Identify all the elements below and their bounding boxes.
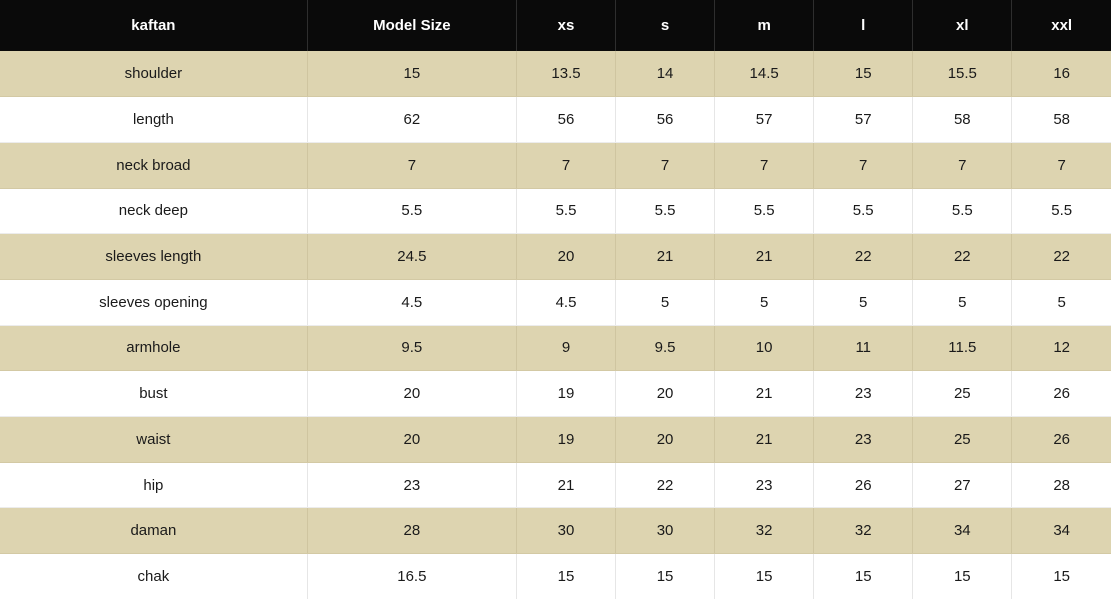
row-label: length <box>0 97 307 143</box>
cell-xs: 7 <box>516 142 615 188</box>
cell-xs: 19 <box>516 371 615 417</box>
cell-s: 15 <box>616 554 715 599</box>
column-header-xxl: xxl <box>1012 0 1111 51</box>
cell-xxl: 15 <box>1012 554 1111 599</box>
cell-xxl: 22 <box>1012 234 1111 280</box>
cell-l: 5.5 <box>814 188 913 234</box>
table-row <box>0 462 1111 508</box>
cell-xxl: 34 <box>1012 508 1111 554</box>
cell-model-size: 20 <box>307 417 516 463</box>
cell-l: 32 <box>814 508 913 554</box>
cell-xl: 25 <box>913 371 1012 417</box>
column-header-l: l <box>814 0 913 51</box>
cell-l: 7 <box>814 142 913 188</box>
cell-xxl: 26 <box>1012 371 1111 417</box>
cell-xxl: 58 <box>1012 97 1111 143</box>
cell-xs: 56 <box>516 97 615 143</box>
cell-xl: 34 <box>913 508 1012 554</box>
table-row <box>0 188 1111 234</box>
cell-s: 20 <box>616 371 715 417</box>
cell-m: 7 <box>715 142 814 188</box>
cell-s: 30 <box>616 508 715 554</box>
cell-m: 21 <box>715 417 814 463</box>
row-label: daman <box>0 508 307 554</box>
column-header-xs: xs <box>516 0 615 51</box>
cell-xs: 20 <box>516 234 615 280</box>
cell-xxl: 5.5 <box>1012 188 1111 234</box>
cell-l: 5 <box>814 279 913 325</box>
cell-xxl: 5 <box>1012 279 1111 325</box>
cell-s: 9.5 <box>616 325 715 371</box>
cell-l: 15 <box>814 51 913 97</box>
row-label: bust <box>0 371 307 417</box>
cell-xxl: 16 <box>1012 51 1111 97</box>
cell-xl: 5.5 <box>913 188 1012 234</box>
cell-s: 56 <box>616 97 715 143</box>
cell-model-size: 24.5 <box>307 234 516 280</box>
row-label: neck broad <box>0 142 307 188</box>
table-header <box>0 0 1111 51</box>
table-row <box>0 554 1111 599</box>
column-header-garment: kaftan <box>0 0 307 51</box>
row-label: chak <box>0 554 307 599</box>
row-label: hip <box>0 462 307 508</box>
cell-m: 5 <box>715 279 814 325</box>
cell-model-size: 15 <box>307 51 516 97</box>
cell-xs: 19 <box>516 417 615 463</box>
cell-model-size: 20 <box>307 371 516 417</box>
cell-m: 57 <box>715 97 814 143</box>
cell-model-size: 9.5 <box>307 325 516 371</box>
cell-xxl: 7 <box>1012 142 1111 188</box>
cell-l: 22 <box>814 234 913 280</box>
cell-m: 32 <box>715 508 814 554</box>
cell-m: 14.5 <box>715 51 814 97</box>
cell-l: 23 <box>814 371 913 417</box>
table-row <box>0 279 1111 325</box>
cell-model-size: 16.5 <box>307 554 516 599</box>
cell-xs: 13.5 <box>516 51 615 97</box>
cell-xl: 7 <box>913 142 1012 188</box>
cell-m: 21 <box>715 371 814 417</box>
cell-xl: 11.5 <box>913 325 1012 371</box>
table-row <box>0 51 1111 97</box>
column-header-m: m <box>715 0 814 51</box>
cell-xl: 15.5 <box>913 51 1012 97</box>
cell-m: 21 <box>715 234 814 280</box>
cell-xs: 9 <box>516 325 615 371</box>
row-label: shoulder <box>0 51 307 97</box>
table-row <box>0 417 1111 463</box>
cell-l: 15 <box>814 554 913 599</box>
cell-model-size: 62 <box>307 97 516 143</box>
column-header-xl: xl <box>913 0 1012 51</box>
row-label: sleeves opening <box>0 279 307 325</box>
cell-xl: 22 <box>913 234 1012 280</box>
table-row <box>0 142 1111 188</box>
cell-xxl: 12 <box>1012 325 1111 371</box>
cell-xxl: 26 <box>1012 417 1111 463</box>
row-label: sleeves length <box>0 234 307 280</box>
cell-m: 10 <box>715 325 814 371</box>
cell-l: 11 <box>814 325 913 371</box>
cell-model-size: 4.5 <box>307 279 516 325</box>
cell-xs: 30 <box>516 508 615 554</box>
cell-xl: 15 <box>913 554 1012 599</box>
row-label: armhole <box>0 325 307 371</box>
cell-s: 5 <box>616 279 715 325</box>
cell-s: 7 <box>616 142 715 188</box>
cell-xxl: 28 <box>1012 462 1111 508</box>
row-label: waist <box>0 417 307 463</box>
cell-l: 26 <box>814 462 913 508</box>
cell-s: 21 <box>616 234 715 280</box>
cell-xl: 58 <box>913 97 1012 143</box>
table-row <box>0 371 1111 417</box>
cell-m: 23 <box>715 462 814 508</box>
table-row <box>0 508 1111 554</box>
cell-xs: 5.5 <box>516 188 615 234</box>
cell-s: 5.5 <box>616 188 715 234</box>
cell-model-size: 5.5 <box>307 188 516 234</box>
table-row <box>0 325 1111 371</box>
row-label: neck deep <box>0 188 307 234</box>
cell-xl: 27 <box>913 462 1012 508</box>
cell-model-size: 7 <box>307 142 516 188</box>
cell-s: 14 <box>616 51 715 97</box>
cell-xs: 21 <box>516 462 615 508</box>
column-header-s: s <box>616 0 715 51</box>
table-row <box>0 234 1111 280</box>
table-header-row <box>0 0 1111 51</box>
table-body <box>0 51 1111 599</box>
cell-l: 57 <box>814 97 913 143</box>
cell-model-size: 28 <box>307 508 516 554</box>
cell-model-size: 23 <box>307 462 516 508</box>
cell-xl: 5 <box>913 279 1012 325</box>
cell-m: 15 <box>715 554 814 599</box>
cell-s: 22 <box>616 462 715 508</box>
cell-xs: 4.5 <box>516 279 615 325</box>
cell-m: 5.5 <box>715 188 814 234</box>
cell-l: 23 <box>814 417 913 463</box>
cell-xl: 25 <box>913 417 1012 463</box>
cell-s: 20 <box>616 417 715 463</box>
table-row <box>0 97 1111 143</box>
column-header-model-size: Model Size <box>307 0 516 51</box>
cell-xs: 15 <box>516 554 615 599</box>
